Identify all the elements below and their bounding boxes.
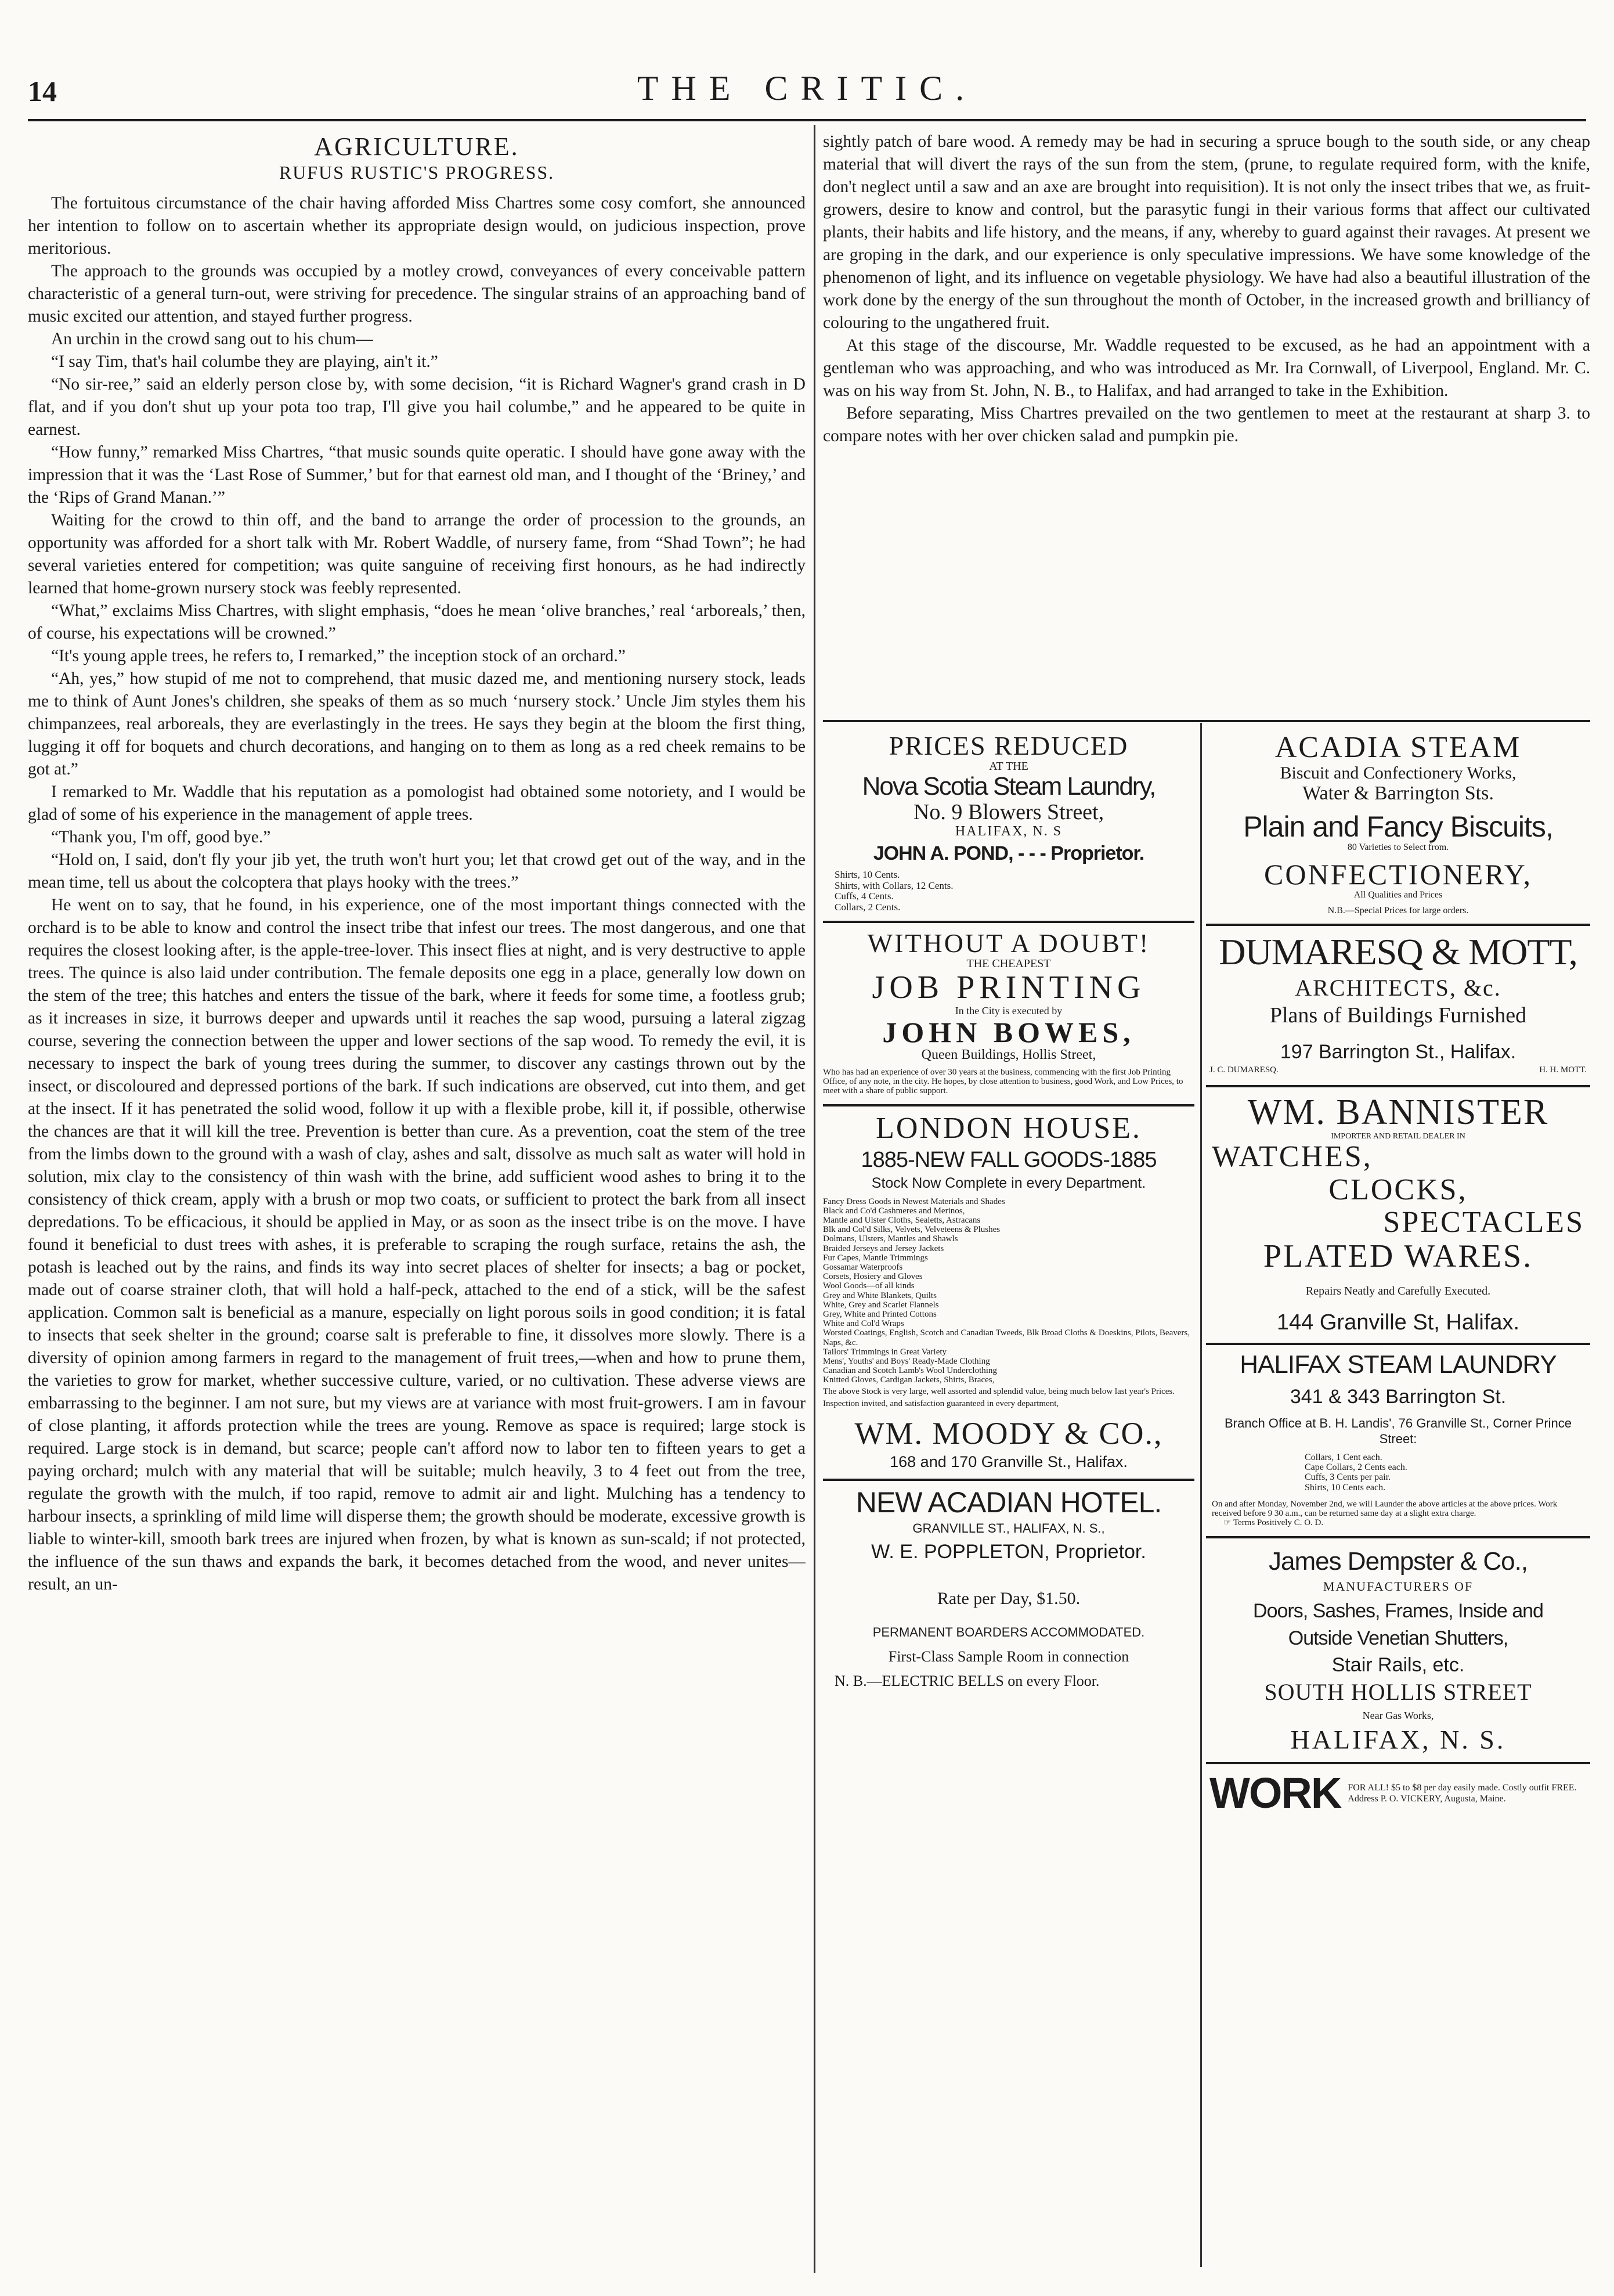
ad-address: SOUTH HOLLIS STREET xyxy=(1264,1678,1532,1705)
ad-nova-scotia-laundry xyxy=(823,726,1194,923)
ad-business-name: JOB PRINTING xyxy=(872,969,1146,1006)
article-paragraph: Waiting for the crowd to thin off, and the band to arrange the order of procession to the grounds, an opportunity was afforded for a short talk with Mr. Robert Waddle, of nursery fame, from “Shad Town”; he had several varieties entered for competition; was quite sanguine of receiving first honours, as he had indirectly learned that home-grown nursery stock was feebly represented. xyxy=(28,511,806,597)
ad-line: Branch Office at B. H. Landis', 76 Granville St., Corner Prince Street: xyxy=(1224,1416,1572,1446)
price-item: Collars, 1 Cent each. xyxy=(1305,1452,1382,1462)
article-paragraph: “What,” exclaims Miss Chartres, with slight emphasis, “does he mean ‘olive branches,’ real ‘arboreals,’ then, of course, his expectations will be crowned.” xyxy=(28,601,806,643)
ad-line: Doors, Sashes, Frames, Inside and xyxy=(1253,1599,1543,1622)
goods-item: Fur Capes, Mantle Trimmings xyxy=(823,1253,928,1263)
goods-item: Dolmans, Ulsters, Mantles and Shawls xyxy=(823,1234,958,1244)
ad-line: AT THE xyxy=(989,759,1028,773)
ad-line: Near Gas Works, xyxy=(1362,1710,1434,1722)
goods-item: Canadian and Scotch Lamb's Wool Underclothing xyxy=(823,1366,997,1376)
goods-item: Grey and White Blankets, Quilts xyxy=(823,1291,937,1300)
goods-item: White, Grey and Scarlet Flannels xyxy=(823,1300,939,1310)
article-paragraph: “How funny,” remarked Miss Chartres, “that music sounds quite operatic. I should have gone away with the impression that it was the ‘Last Rose of Summer,’ but for that earnest old man, and I thought of the ‘Briney,’ and the ‘Rips of Grand Manan.’” xyxy=(28,443,806,507)
article-continuation: sightly patch of bare wood. A remedy may be had in securing a spruce bough to the south side, or any cheap material that will divert the rays of the sun from the stem, (prune, to regulate required form, with the knife, don't neglect until a saw and an axe are brought into requisition). It is not only the insect tribes that we, as fruit-growers, desire to know and control, but the parasytic fungi in their various forms that affect our cultivated plants, their habits and life history, and the means, if any, whereby to guard against their ravages. At present we are groping in the dark, and our experience is only speculative impressions. We have some knowledge of the phenomenon of light, and its influence on vegetable physiology. We have had also a beautiful illustration of the work done by the energy of the sun throughout the month of October, in the increased growth and brilliancy of colouring to the ungathered fruit. xyxy=(823,132,1590,332)
ad-new-acadian-hotel xyxy=(823,1481,1194,1697)
ad-headline: LONDON HOUSE. xyxy=(876,1111,1142,1145)
ad-body: The above Stock is very large, well assorted and splendid value, being much below last year's Prices. xyxy=(823,1387,1175,1397)
ad-wm-bannister xyxy=(1206,1087,1590,1345)
ad-terms-text: Terms Positively C. O. D. xyxy=(1233,1518,1324,1528)
ad-business-name: WM. MOODY & CO., xyxy=(854,1415,1163,1451)
article-paragraph: “It's young apple trees, he refers to, I remarked,” the inception stock of an orchard.” xyxy=(51,647,626,665)
ad-terms xyxy=(1206,1518,1590,1527)
ad-line: MANUFACTURERS OF xyxy=(1323,1579,1474,1594)
goods-item: Grey, White and Printed Cottons xyxy=(823,1309,937,1319)
article-paragraph: “Hold on, I said, don't fly your jib yet, the truth won't hurt you; let that crowd get out of the way, and in the mean time, tell us about the colcoptera that plays hooky with the trees.” xyxy=(28,850,806,892)
goods-item: Wool Goods—of all kinds xyxy=(823,1281,915,1291)
ad-body: Who has had an experience of over 30 years at the business, commencing with the first Job Printing Office, of any note, in the city. He hopes, by close attention to business, good Work, and Low Prices, to meet with a share of public support. xyxy=(823,1067,1183,1096)
goods-item: Braided Jerseys and Jersey Jackets xyxy=(823,1243,944,1253)
ad-line: SPECTACLES xyxy=(1383,1205,1584,1239)
ad-line: ARCHITECTS, &c. xyxy=(1295,975,1501,1001)
article-paragraph: “I say Tim, that's hail columbe they are playing, ain't it.” xyxy=(51,352,438,371)
ad-acadia-steam xyxy=(1206,726,1590,926)
ad-address: Queen Buildings, Hollis Street, xyxy=(921,1047,1096,1063)
ad-subheadline: 1885-NEW FALL GOODS-1885 xyxy=(861,1147,1157,1172)
ad-address: 144 Granville St, Halifax. xyxy=(1276,1310,1520,1335)
article-column-right xyxy=(823,131,1590,717)
ad-headline: HALIFAX STEAM LAUNDRY xyxy=(1240,1350,1557,1379)
ads-column-divider xyxy=(1200,723,1202,2267)
goods-item: Knitted Gloves, Cardigan Jackets, Shirts, Braces, xyxy=(823,1375,995,1385)
article-title: RUFUS RUSTIC'S PROGRESS. xyxy=(279,162,555,183)
goods-item: Blk and Col'd Silks, Velvets, Velveteens & Plushes xyxy=(823,1225,1001,1235)
page-header xyxy=(28,69,1586,115)
ad-headline: NEW ACADIAN HOTEL. xyxy=(855,1486,1162,1519)
ad-address: Water & Barrington Sts. xyxy=(1302,782,1494,804)
article-paragraph: He went on to say, that he found, in his experience, one of the most important things connected with the orchard is to be able to know and control the insect tribe that infest our trees. The most dangerous, and one that requires the closest looking after, is the apple-tree-lover. This insect flies at night, and is very destructive to apple trees. The quince is also laid under contribution. The female deposits one egg in a place, generally low down on the stem of the tree; this hatches and enters the tissue of the bark, where it feeds for some time, a footless grub; as it increases in size, it burrows deeper and upwards until it reaches the sap wood, pursuing a lateral zigzag course, severing the connection between the upper and lower sections of the sap wood. To remedy the evil, it is necessary to inspect the bark of young trees during the summer, to discover any castings thrown out by the insect, or discoloured and depressed portions of the bark. If such indications are observed, cut into them, and get at the insect. If it has penetrated the solid wood, follow it up with a flexible probe, kill it, if possible, otherwise the chances are that it will kill the tree. Prevention is better than cure. As a prevention, coat the stem of the tree from the limbs down to the ground with a wash of clay, ashes and salt, dissolve as much salt as water will hold in solution, mix clay to the consistency of thin wash with the brine, add sufficient wood ashes to bring it to the consistency of thick cream, apply with a brush or mop two coats, or sufficient to protect the bark from all insect depredations. To be efficacious, it should be applied in May, or as soon as the insect tribe is on the move. I have found it beneficial to dust trees with ashes, it is preferable to scraping the rough surface, retains the ash, the potash is leached out by the rains, and finds its way into secret places of shelter for insects; a bag or pocket, made out of coarse strainer cloth, that will hold a half-peck, attached to the end of a stick, will be the safest application. Common salt is beneficial as a manure, especially on light porous soils in good condition; it is fatal to insects that seek shelter in the ground; coarse salt is preferable to fine, it dissolves more slowly. There is a diversity of opinion among farmers in regard to the management of fruit trees,—when and how to prune them, the varieties to grow for market, whether successive culture, varied, or no cultivation. These adverse views are embarrassing to the beginner. I am not sure, but my views are at variance with most fruit-growers. I am in favour of close planting, it affords protection while the trees are young. Remove as space is required; large stock is required. Large stock is in demand, but scarce; people can't afford now to labor ten to fifteen years to get a paying orchard; mulch with any material that will be suitable; mulch heavily, 3 to 4 feet out from the tree, regulate the growth with the mulch, if too rapid, remove to admit air and light. Mulching has a tendency to harbour insects, a sprinkling of mild lime will disperse them; the growth should be moderate, excessive growth is liable to winter-kill, smooth bark trees are injured when frozen, by what is known as sun-scald; if not protected, the influence of the sun thaws and expands the bark, it becomes detached from the wood, and never unites—result, an un- xyxy=(28,896,806,1594)
ad-subheadline: Plain and Fancy Biscuits, xyxy=(1243,810,1553,844)
ad-line: PLATED WARES. xyxy=(1263,1238,1533,1274)
ad-body: FOR ALL! $5 to $8 per day easily made. Costly outfit FREE. Address P. O. VICKERY, Augusta, Maine. xyxy=(1348,1783,1577,1804)
ad-address: No. 9 Blowers Street, xyxy=(913,799,1104,824)
ad-proprietor: JOHN A. POND, - - - Proprietor. xyxy=(873,842,1144,864)
ad-line: IMPORTER AND RETAIL DEALER IN xyxy=(1331,1132,1465,1141)
masthead-title: THE CRITIC. xyxy=(637,69,977,107)
ad-headline: PRICES REDUCED xyxy=(889,731,1129,760)
article-paragraph: The fortuitous circumstance of the chair having afforded Miss Chartres some cosy comfort, she announced her intention to follow on to ascertain whether its appropriate design would, on judicious inspection, prove meritorious. xyxy=(28,194,806,258)
price-item: Shirts, 10 Cents. xyxy=(835,869,900,881)
ad-business-name: Nova Scotia Steam Laundry, xyxy=(862,772,1156,801)
ad-city: HALIFAX, N. S xyxy=(955,823,1063,839)
ad-line: PERMANENT BOARDERS ACCOMMODATED. xyxy=(872,1625,1145,1640)
ads-column-right xyxy=(1206,726,1590,2264)
ad-line: N.B.—Special Prices for large orders. xyxy=(1327,905,1469,915)
article-paragraph: At this stage of the discourse, Mr. Waddle requested to be excused, as he had an appointment with a gentleman who was approaching, and who was introduced as Mr. Ira Cornwall, of Liverpool, England. Mr. C. was on his way from St. John, N. B., to Halifax, and had arranged to take in the Exhibition. xyxy=(823,336,1590,400)
ad-line: CLOCKS, xyxy=(1328,1173,1468,1206)
ad-line: In the City is executed by xyxy=(955,1004,1063,1017)
partner-name: J. C. DUMARESQ. xyxy=(1209,1065,1279,1075)
ad-james-dempster xyxy=(1206,1538,1590,1765)
goods-item: Fancy Dress Goods in Newest Materials and Shades xyxy=(823,1196,1005,1206)
ad-line: 80 Varieties to Select from. xyxy=(1347,842,1449,853)
column-divider xyxy=(814,125,815,2273)
article-paragraph: I remarked to Mr. Waddle that his reputation as a pomologist had obtained some notoriety, and I would be glad of some of his experience in the management of apple trees. xyxy=(28,783,806,824)
ad-headline: WM. BANNISTER xyxy=(1247,1093,1549,1133)
ad-line: Stock Now Complete in every Department. xyxy=(871,1174,1146,1191)
ad-price-list xyxy=(823,870,1194,912)
price-item: Collars, 2 Cents. xyxy=(835,901,901,913)
price-item: Shirts, 10 Cents each. xyxy=(1305,1482,1386,1493)
ads-top-rule xyxy=(823,720,1590,722)
ad-headline: DUMARESQ & MOTT, xyxy=(1219,931,1577,973)
ad-address: 168 and 170 Granville St., Halifax. xyxy=(890,1453,1128,1471)
goods-item: Gossamar Waterproofs xyxy=(823,1263,903,1273)
article-paragraph: The approach to the grounds was occupied by a motley crowd, conveyances of every conceivable pattern characteristic of a general turn-out, were striving for precedence. The singular strains of an approaching band of music excited our attention, and stayed further progress. xyxy=(28,262,806,326)
article-paragraph: An urchin in the crowd sang out to his chum— xyxy=(51,330,373,348)
ad-rate: Rate per Day, $1.50. xyxy=(937,1588,1081,1608)
ad-line: WATCHES, xyxy=(1212,1140,1373,1174)
ad-body: On and after Monday, November 2nd, we will Launder the above articles at the above prices. Work received before 9 30 a.m., can be returned same day at a slight extra charge. xyxy=(1212,1500,1558,1519)
ad-line: Plans of Buildings Furnished xyxy=(1269,1003,1527,1028)
ad-note: Inspection invited, and satisfaction guaranteed in every department, xyxy=(823,1398,1059,1408)
article-paragraph: “No sir-ree,” said an elderly person close by, with some decision, “it is Richard Wagner's grand crash in D flat, and if you don't shut up your pota too trap, I'll give you hail columbe,” and he appeared to be quite in earnest. xyxy=(28,375,806,439)
ad-proprietor: W. E. POPPLETON, Proprietor. xyxy=(871,1541,1146,1563)
ad-line: Stair Rails, etc. xyxy=(1331,1654,1465,1677)
ad-subheadline: CONFECTIONERY, xyxy=(1264,857,1532,891)
ad-address: 341 & 343 Barrington St. xyxy=(1290,1386,1507,1408)
ad-goods-list xyxy=(823,1197,1194,1408)
price-item: Cape Collars, 2 Cents each. xyxy=(1305,1462,1407,1473)
ad-headline: WITHOUT A DOUBT! xyxy=(867,928,1150,958)
ad-job-printing xyxy=(823,923,1194,1106)
goods-item: Corsets, Hosiery and Gloves xyxy=(823,1272,923,1282)
goods-item: Mens', Youths' and Boys' Ready-Made Clothing xyxy=(823,1356,990,1366)
ad-headline: James Dempster & Co., xyxy=(1268,1547,1528,1576)
price-item: Cuffs, 4 Cents. xyxy=(835,891,894,902)
ad-line: Outside Venetian Shutters, xyxy=(1288,1627,1508,1649)
ad-headline: WORK xyxy=(1209,1769,1341,1818)
price-item: Cuffs, 3 Cents per pair. xyxy=(1305,1472,1391,1483)
goods-item: Worsted Coatings, English, Scotch and Canadian Tweeds, Blk Broad Cloths & Doeskins, Pilots, Beavers, Naps, &c. xyxy=(823,1328,1190,1347)
ad-city: HALIFAX, N. S. xyxy=(1290,1724,1506,1754)
ad-line: All Qualities and Prices xyxy=(1353,889,1443,900)
ad-work xyxy=(1206,1764,1590,1822)
ad-halifax-steam-laundry xyxy=(1206,1345,1590,1538)
ad-line: N. B.—ELECTRIC BELLS on every Floor. xyxy=(835,1672,1100,1689)
hand-pointer-icon: ☞ xyxy=(1223,1518,1233,1528)
partner-name: H. H. MOTT. xyxy=(1539,1065,1587,1075)
ad-address: 197 Barrington St., Halifax. xyxy=(1280,1041,1516,1064)
ad-line: Biscuit and Confectionery Works, xyxy=(1280,763,1516,783)
article-column-left xyxy=(28,131,806,2267)
goods-item: Tailors' Trimmings in Great Variety xyxy=(823,1347,947,1357)
ads-column-left xyxy=(823,726,1194,2264)
ad-dumaresq-mott xyxy=(1206,926,1590,1087)
page-number: 14 xyxy=(28,75,57,107)
ad-london-house xyxy=(823,1106,1194,1482)
header-rule xyxy=(28,119,1586,121)
article-paragraph: “Thank you, I'm off, good bye.” xyxy=(51,828,271,846)
article-paragraph: Before separating, Miss Chartres prevailed on the two gentlemen to meet at the restaurant at sharp 3. to compare notes with her over chicken salad and pumpkin pie. xyxy=(823,404,1590,445)
goods-item: White and Col'd Wraps xyxy=(823,1319,904,1329)
ad-line: THE CHEAPEST xyxy=(966,957,1051,970)
ad-proprietor: JOHN BOWES, xyxy=(882,1016,1135,1049)
ad-line: Repairs Neatly and Carefully Executed. xyxy=(1305,1285,1491,1298)
ad-price-list xyxy=(1206,1452,1590,1493)
goods-item: Mantle and Ulster Cloths, Sealetts, Astracans xyxy=(823,1216,981,1226)
ad-line: First-Class Sample Room in connection xyxy=(888,1648,1129,1665)
section-heading: AGRICULTURE. xyxy=(314,132,519,161)
article-paragraph: “Ah, yes,” how stupid of me not to comprehend, that music dazed me, and mentioning nursery stock, leads me to think of Aunt Jones's children, she speaks of them as so much ‘nursery stock.’ Uncle Jim styles them his chimpanzees, real arboreals, they are everlastingly in the trees. He says they begin at the bloom the first thing, lugging it off for boquets and church decorations, and hanging on to them as long as a red cheek remains to be got at.” xyxy=(28,669,806,778)
ad-partners xyxy=(1206,1063,1590,1077)
ad-address: GRANVILLE ST., HALIFAX, N. S., xyxy=(912,1521,1105,1536)
price-item: Shirts, with Collars, 12 Cents. xyxy=(835,880,954,891)
goods-item: Black and Co'd Cashmeres and Merinos, xyxy=(823,1206,965,1216)
ad-headline: ACADIA STEAM xyxy=(1274,731,1522,764)
